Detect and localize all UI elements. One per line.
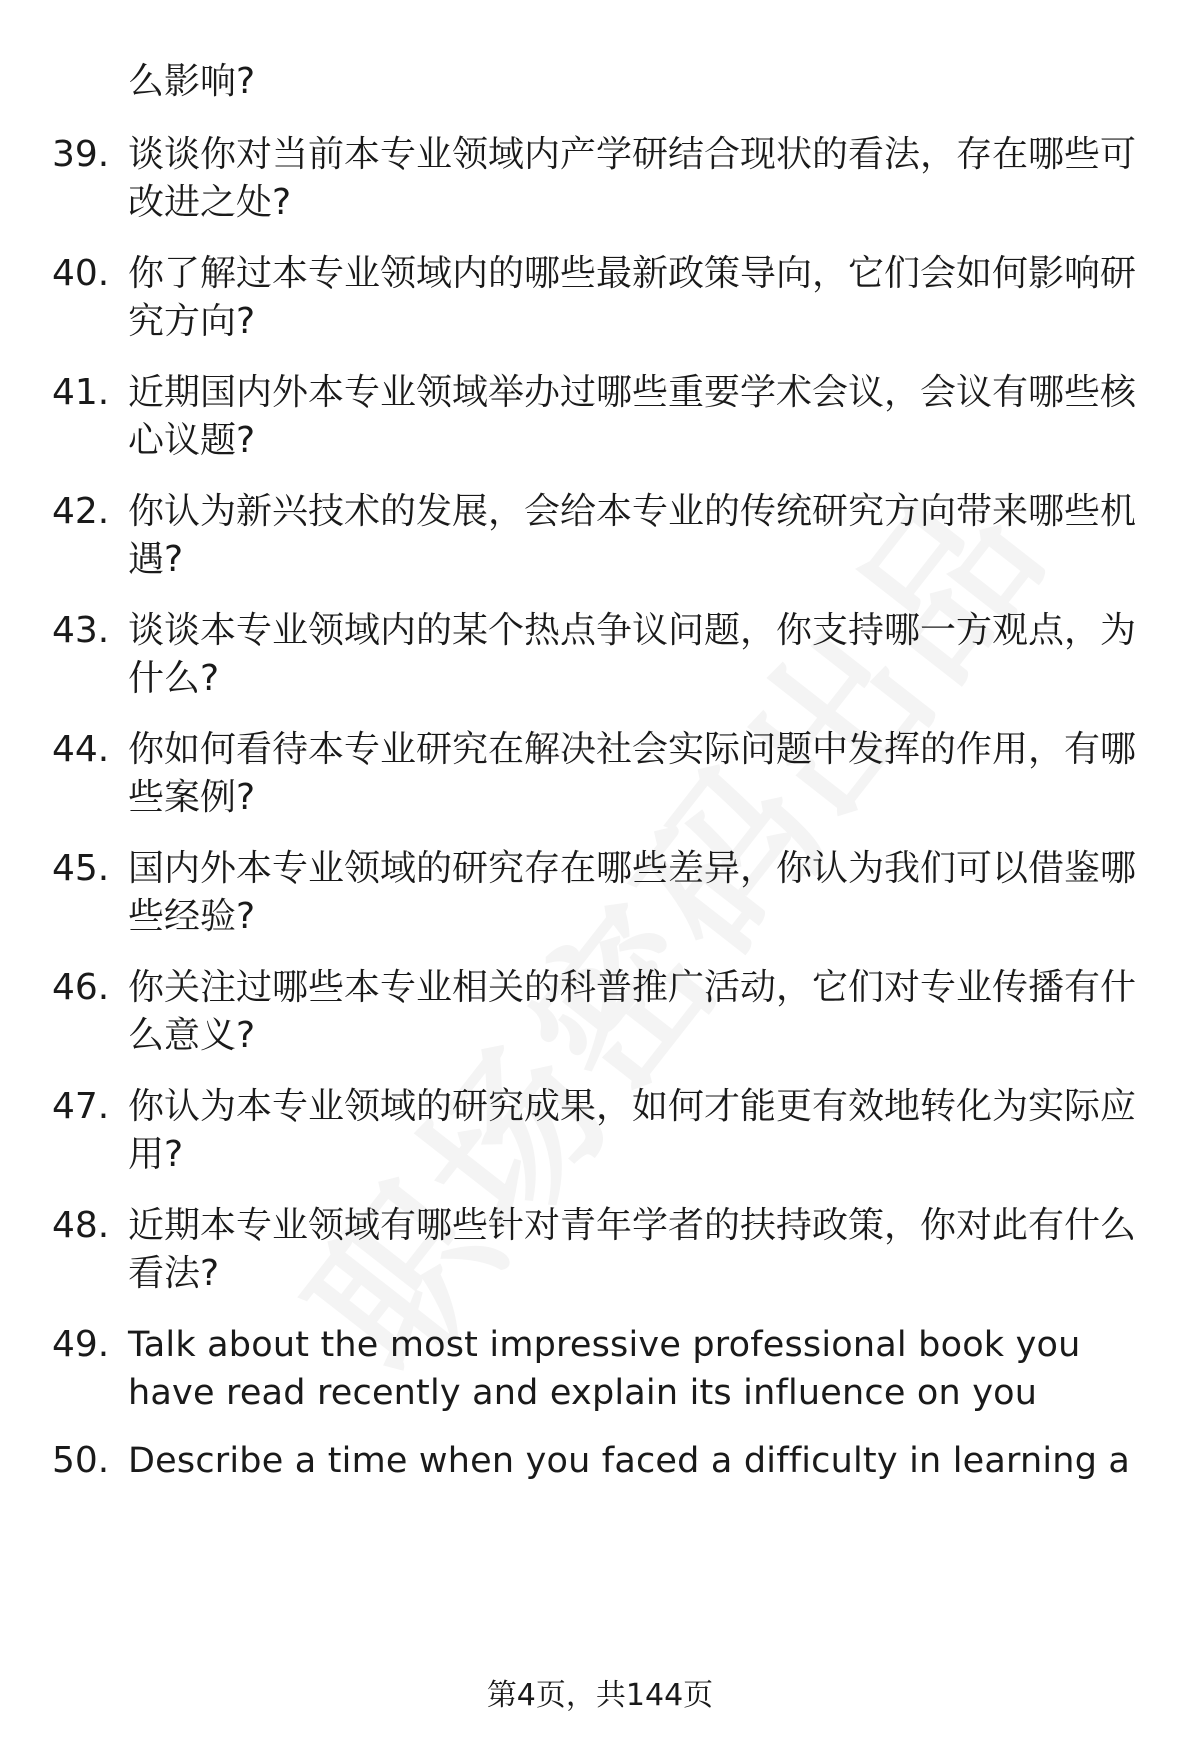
question-text: 谈谈你对当前本专业领域内产学研结合现状的看法，存在哪些可改进之处?: [128, 134, 1137, 223]
question-text: 你关注过哪些本专业相关的科普推广活动，它们对专业传播有什么意义?: [128, 967, 1137, 1056]
question-text: 近期本专业领域有哪些针对青年学者的扶持政策，你对此有什么看法?: [128, 1205, 1137, 1294]
continuation-text: 么影响?: [128, 61, 256, 102]
question-number: 49.: [52, 1324, 110, 1365]
question-text: 你了解过本专业领域内的哪些最新政策导向，它们会如何影响研究方向?: [128, 253, 1137, 342]
question-text: 谈谈本专业领域内的某个热点争议问题，你支持哪一方观点，为什么?: [128, 610, 1137, 699]
question-text: Describe a time when you faced a difficulty in learning a: [128, 1441, 1131, 1481]
question-text: 近期国内外本专业领域举办过哪些重要学术会议，会议有哪些核心议题?: [128, 372, 1137, 461]
question-text: 你认为本专业领域的研究成果，如何才能更有效地转化为实际应用?: [128, 1086, 1137, 1175]
question-text: 你认为新兴技术的发展，会给本专业的传统研究方向带来哪些机遇?: [128, 491, 1137, 580]
question-number: 47.: [52, 1086, 110, 1127]
question-number: 45.: [52, 848, 110, 889]
question-number: 43.: [52, 610, 110, 651]
question-number: 48.: [52, 1205, 110, 1246]
question-number: 40.: [52, 253, 110, 294]
question-text: 你如何看待本专业研究在解决社会实际问题中发挥的作用，有哪些案例?: [128, 729, 1137, 818]
question-number: 41.: [52, 372, 110, 413]
question-number: 50.: [52, 1440, 110, 1481]
question-number: 44.: [52, 729, 110, 770]
question-number: 39.: [52, 134, 110, 175]
question-number: 42.: [52, 491, 110, 532]
question-text: Talk about the most impressive professional book you have read recently and explain its influence on you: [128, 1325, 1081, 1413]
page-footer: 第4页，共144页: [486, 1678, 714, 1713]
question-number: 46.: [52, 967, 110, 1008]
question-text: 国内外本专业领域的研究存在哪些差异，你认为我们可以借鉴哪些经验?: [128, 848, 1137, 937]
